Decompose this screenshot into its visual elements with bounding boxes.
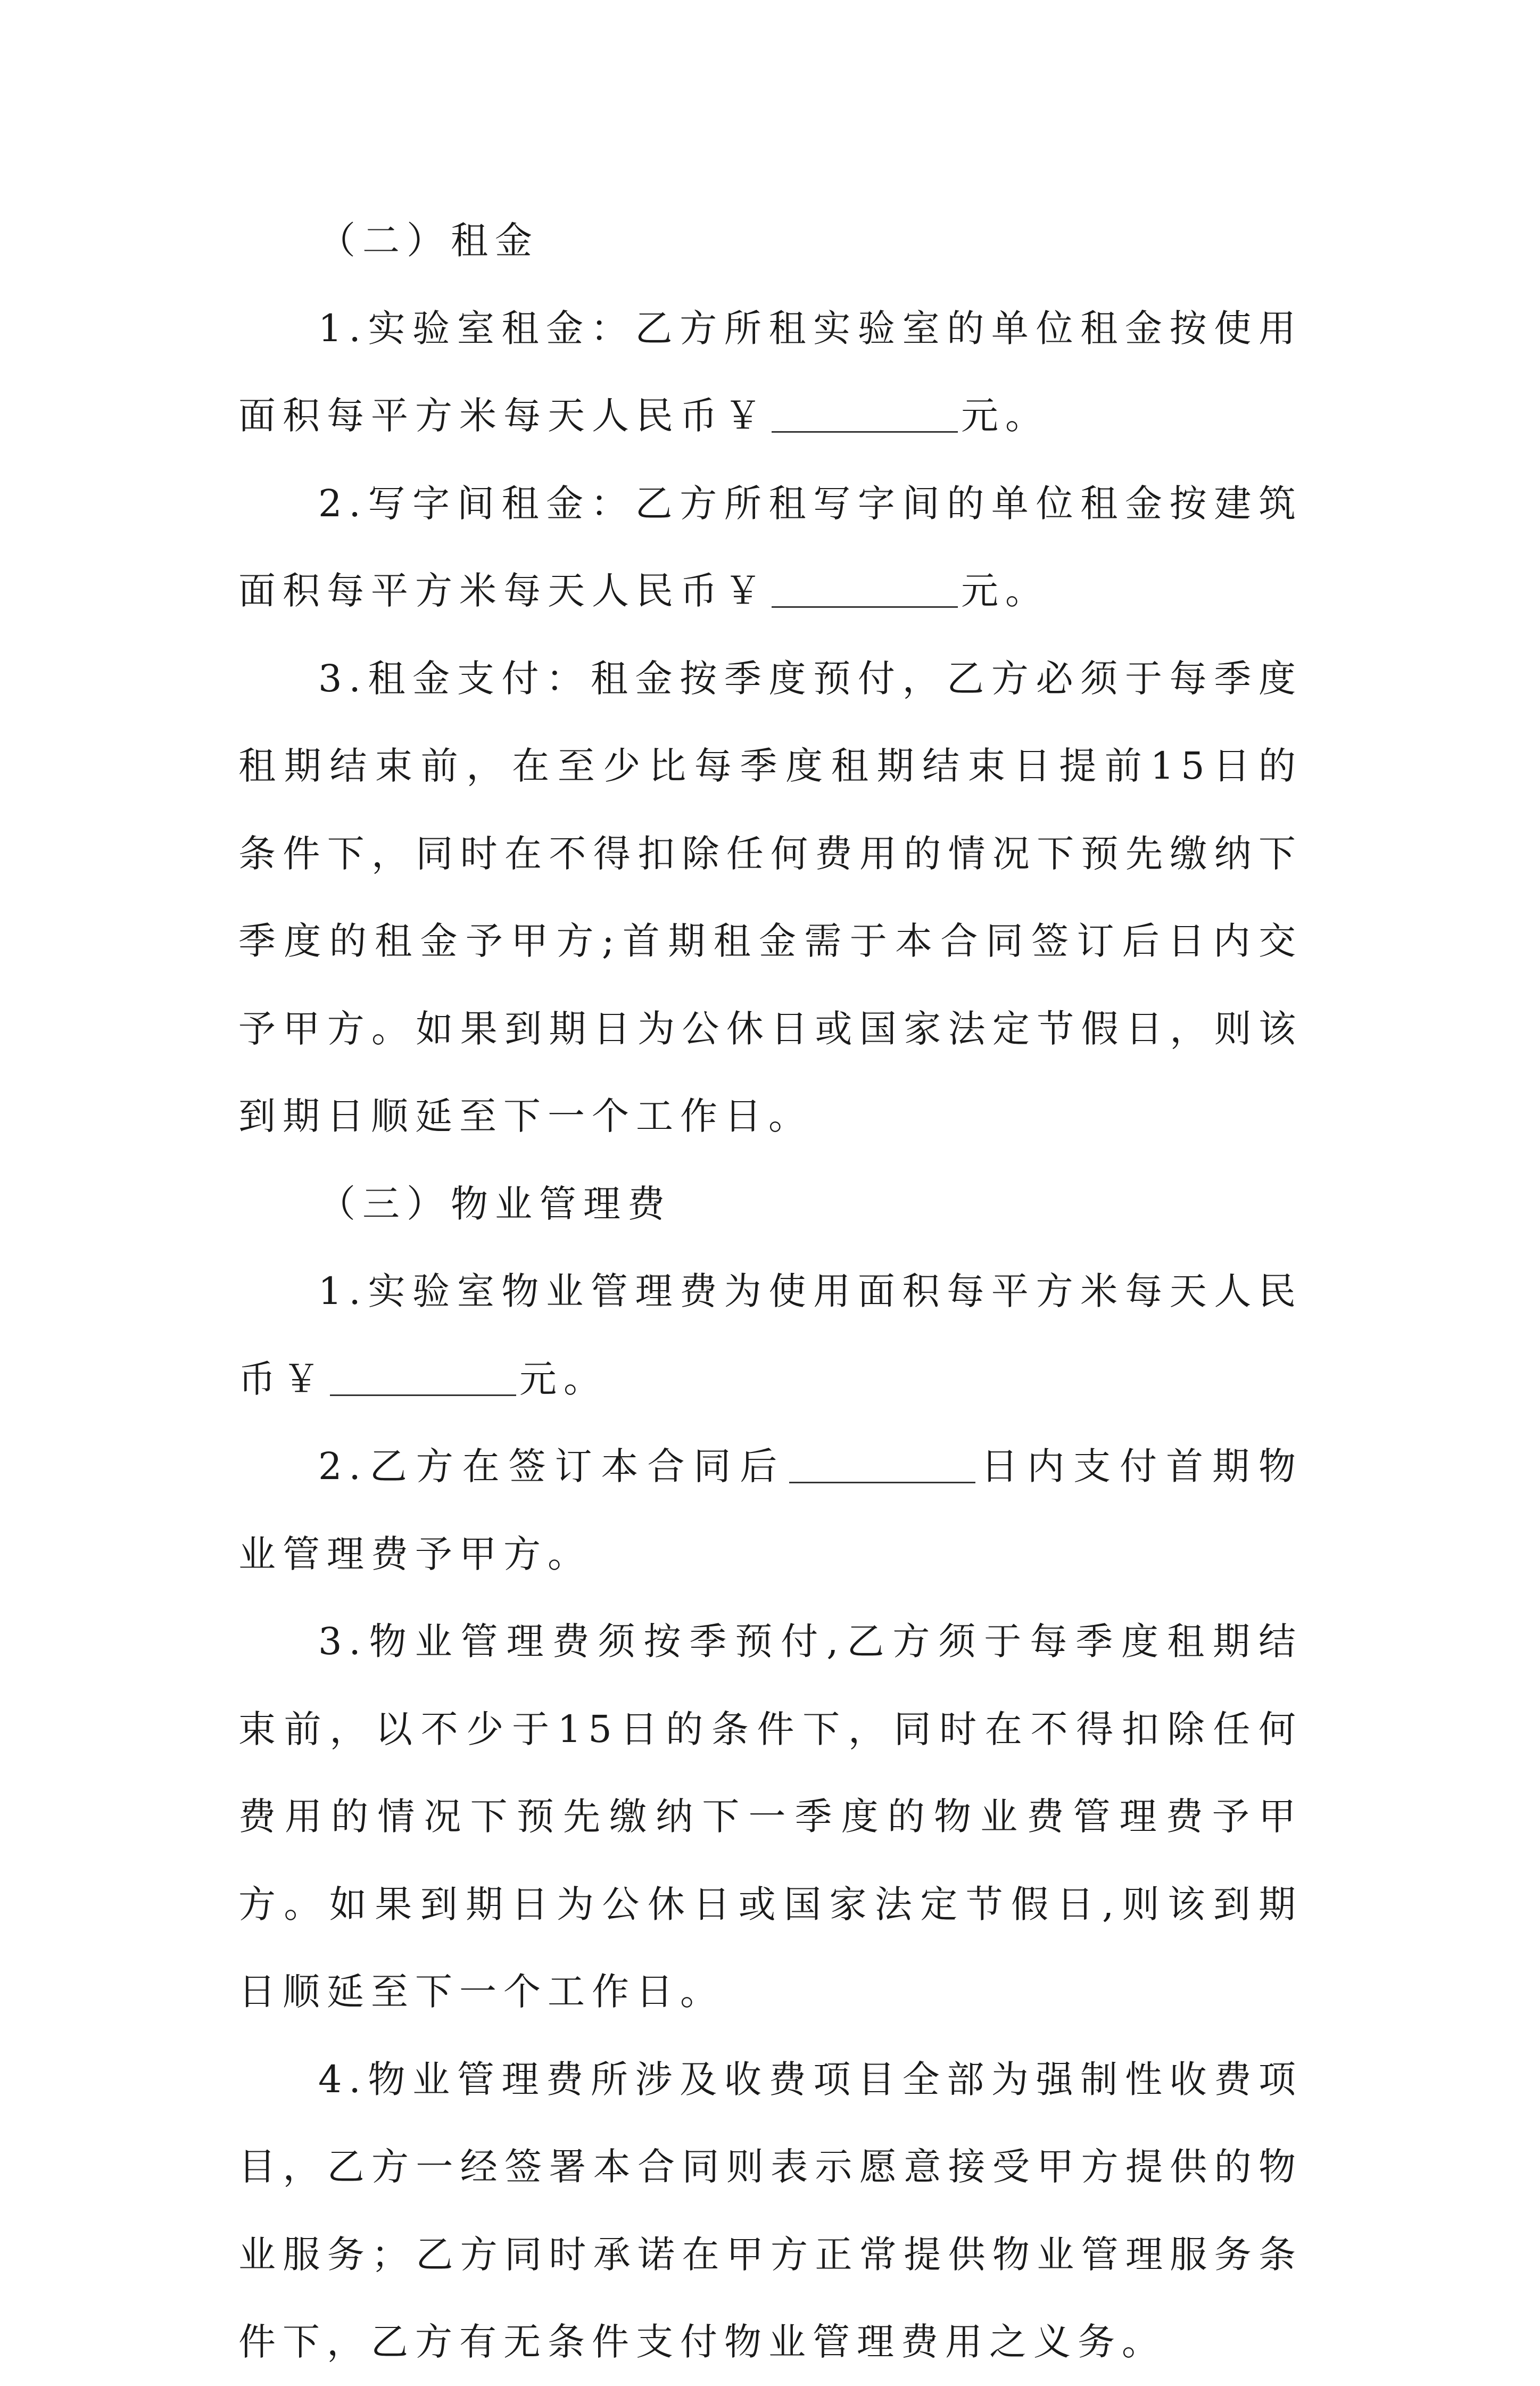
fee-item-lab-text: 1.实验室物业管理费为使用面积每平方米每天人民币￥ [238,1269,1303,1401]
fee-item-lab [238,1248,1303,1423]
fill-blank-office-rent[interactable] [772,569,958,608]
fee-item-lab-unit: 元。 [519,1357,608,1401]
fee-item-first-payment-rest: 日内支付首期物业管理费予甲方。 [238,1444,1303,1576]
rent-item-lab-text: 1.实验室租金：乙方所租实验室的单位租金按使用面积每平方米每天人民币￥ [238,306,1303,437]
fill-blank-days[interactable] [789,1444,975,1483]
fee-item-first-payment-text: 2.乙方在签订本合同后 [318,1444,786,1488]
rent-item-office-text: 2.写字间租金：乙方所租写字间的单位租金按建筑面积每平方米每天人民币￥ [238,481,1303,613]
fill-blank-lab-fee[interactable] [330,1357,516,1396]
section-heading-rent: （二）租金 [318,219,539,262]
document-body [238,197,1303,2386]
fill-blank-lab-rent[interactable] [772,394,958,433]
rent-item-lab [238,285,1303,460]
rent-item-lab-unit: 元。 [961,394,1049,437]
section-heading-property-fee: （三）物业管理费 [318,1182,672,1226]
rent-item-payment: 3.租金支付：租金按季度预付，乙方必须于每季度租期结束前，在至少比每季度租期结束日提前15日的条件下，同时在不得扣除任何费用的情况下预先缴纳下季度的租金予甲方;首期租金需于本合同签订后日内交予甲方。如果到期日为公休日或国家法定节假日，则该到期日顺延至下一个工作日。 [238,656,1303,1138]
fee-item-mandatory: 4.物业管理费所涉及收费项目全部为强制性收费项目，乙方一经签署本合同则表示愿意接受甲方提供的物业服务；乙方同时承诺在甲方正常提供物业管理服务条件下，乙方有无条件支付物业管理费用之义务。 [238,2057,1303,2364]
fee-item-quarterly: 3.物业管理费须按季预付,乙方须于每季度租期结束前，以不少于15日的条件下，同时在不得扣除任何费用的情况下预先缴纳下一季度的物业费管理费予甲方。如果到期日为公休日或国家法定节假日,则该到期日顺延至下一个工作日。 [238,1620,1303,2013]
fee-item-first-payment [238,1423,1303,1598]
rent-item-office [238,460,1303,635]
rent-item-office-unit: 元。 [961,569,1049,613]
